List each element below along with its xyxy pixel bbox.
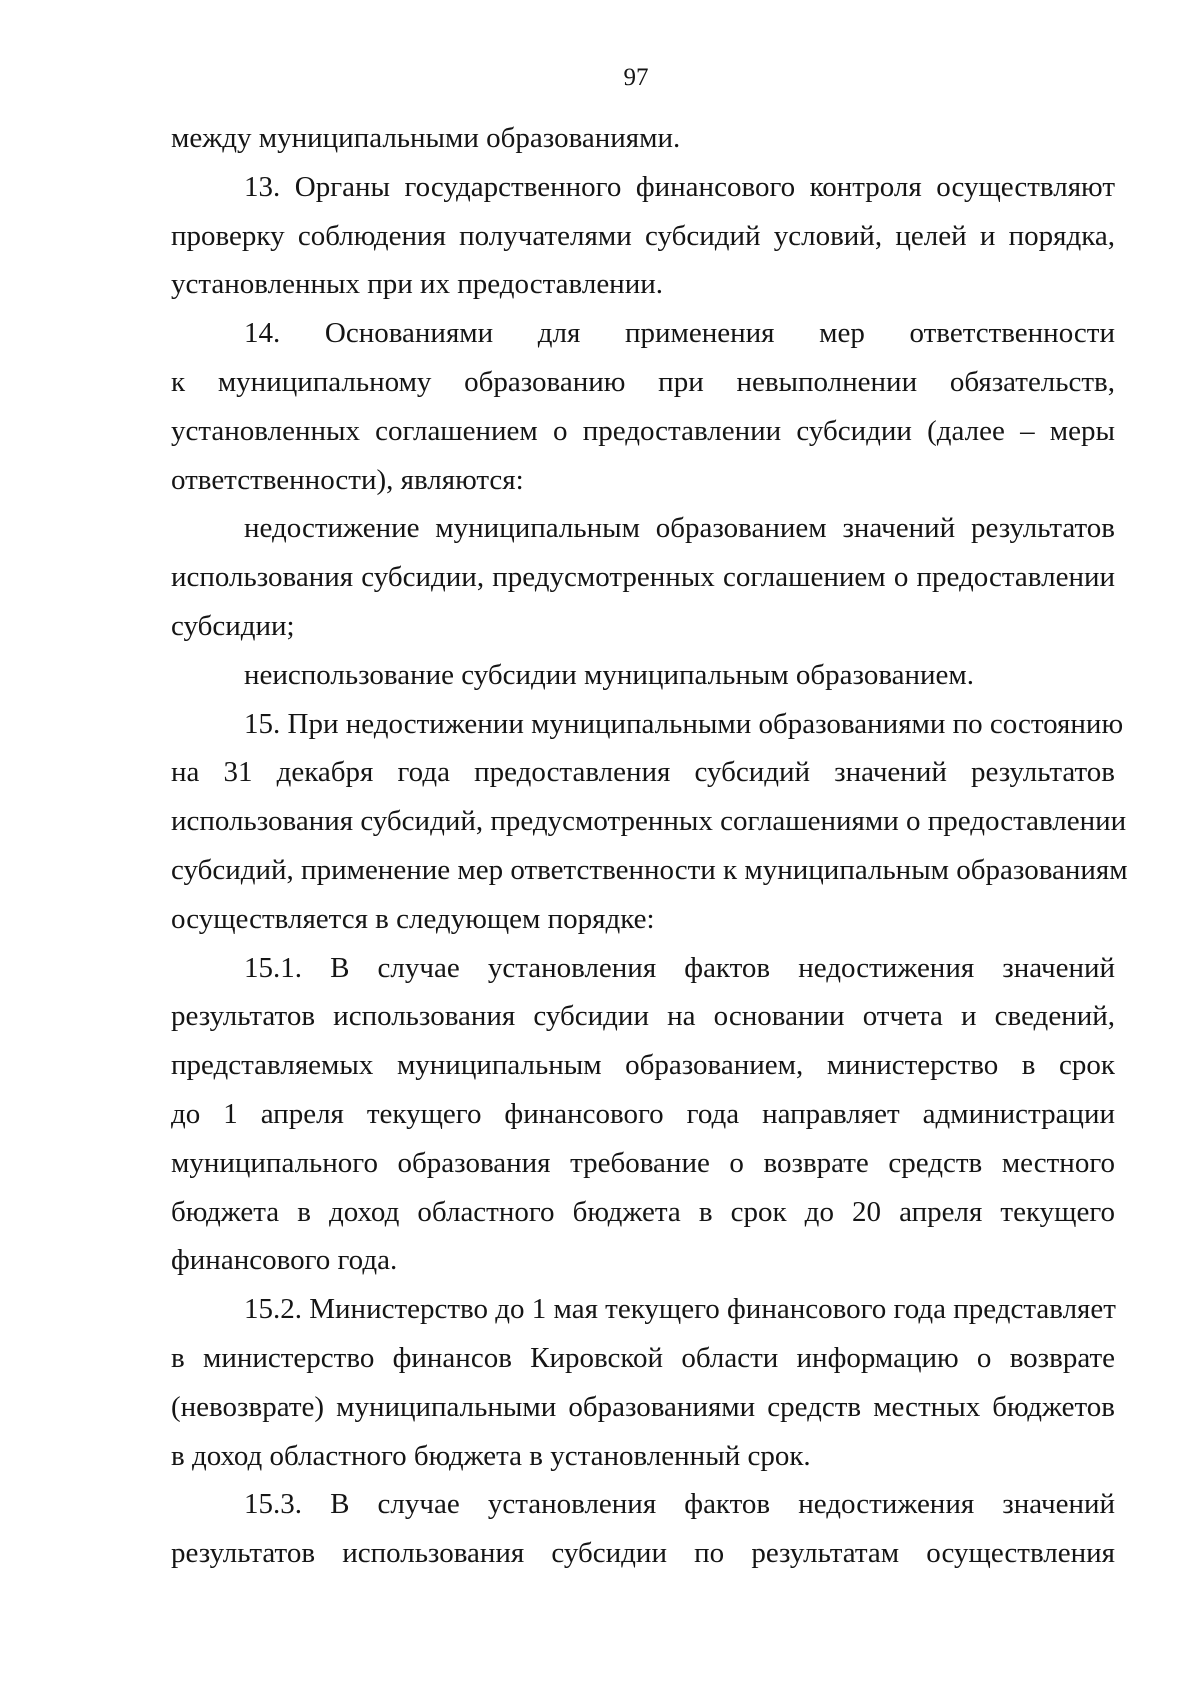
text-line: 13. Органы государственного финансового контроля осуществляют (244, 170, 1115, 203)
text-line: недостижение муниципальным образованием значений результатов (244, 512, 1115, 545)
text-line: субсидий, применение мер ответственности к муниципальным образованиям (171, 853, 1128, 886)
text-line: представляемых муниципальным образованием, министерство в срок (171, 1049, 1115, 1082)
text-line: до 1 апреля текущего финансового года направляет администрации (171, 1097, 1115, 1130)
text-line: осуществляется в следующем порядке: (171, 902, 655, 935)
text-line: в доход областного бюджета в установленный срок. (171, 1439, 811, 1472)
text-line: ответственности), являются: (171, 463, 524, 496)
text-line: к муниципальному образованию при невыполнении обязательств, (171, 365, 1115, 398)
page-number: 97 (623, 64, 649, 91)
text-line: использования субсидий, предусмотренных соглашениями о предоставлении (171, 805, 1127, 838)
text-line: неиспользование субсидии муниципальным образованием. (244, 658, 975, 691)
text-line: 15. При недостижении муниципальными образованиями по состоянию (244, 707, 1124, 740)
text-line: на 31 декабря года предоставления субсидий значений результатов (171, 756, 1115, 789)
text-line: муниципального образования требование о возврате средств местного (171, 1146, 1115, 1179)
text-line: результатов использования субсидии на основании отчета и сведений, (171, 1000, 1115, 1033)
text-line: результатов использования субсидии по результатам осуществления (171, 1537, 1115, 1570)
text-line: 15.2. Министерство до 1 мая текущего финансового года представляет (244, 1293, 1116, 1326)
text-line: бюджета в доход областного бюджета в срок до 20 апреля текущего (171, 1195, 1115, 1228)
text-line: 15.3. В случае установления фактов недостижения значений (244, 1488, 1115, 1521)
document-body (171, 114, 1128, 1578)
text-line: финансового года. (171, 1244, 398, 1277)
text-line: между муниципальными образованиями. (171, 122, 681, 154)
text-line: установленных при их предоставлении. (171, 268, 663, 301)
text-line: установленных соглашением о предоставлении субсидии (далее – меры (171, 414, 1115, 447)
text-line: в министерство финансов Кировской области информацию о возврате (171, 1341, 1115, 1374)
text-line: (невозврате) муниципальными образованиями средств местных бюджетов (171, 1390, 1115, 1423)
text-line: 15.1. В случае установления фактов недостижения значений (244, 951, 1115, 984)
text-line: 14. Основаниями для применения мер ответственности (244, 317, 1115, 350)
text-line: использования субсидии, предусмотренных соглашением о предоставлении (171, 561, 1115, 594)
text-line: проверку соблюдения получателями субсидий условий, целей и порядка, (171, 219, 1115, 252)
text-line: субсидии; (171, 609, 295, 642)
